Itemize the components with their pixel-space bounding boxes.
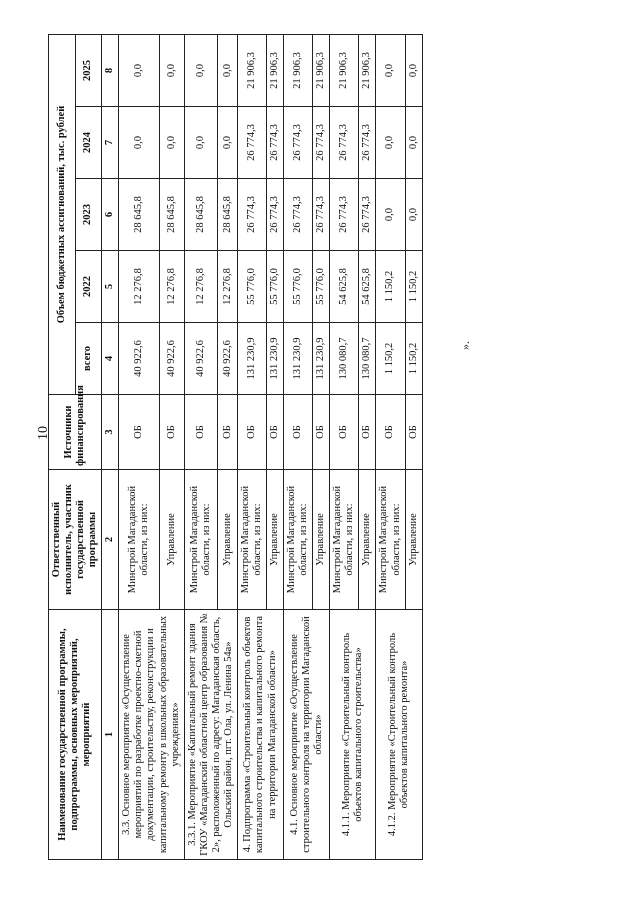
year-value-cell: 0,0 [160,107,184,179]
total-cell: 1 150,2 [405,323,422,395]
responsible-cell: Управление [359,470,376,610]
year-value-cell: 21 906,3 [284,34,313,106]
column-number-row [102,34,119,859]
header-year: 2025 [75,34,102,106]
year-value-cell: 1 150,2 [405,251,422,323]
total-cell: 130 080,7 [330,323,359,395]
total-cell: 131 230,9 [267,323,284,395]
year-value-cell: 26 774,3 [359,179,376,251]
year-value-cell: 0,0 [376,179,405,251]
year-value-cell: 0,0 [376,34,405,106]
responsible-cell: Управление [405,470,422,610]
source-cell: ОБ [405,395,422,470]
column-number: 6 [102,179,119,251]
table-row [284,34,313,859]
source-cell: ОБ [184,395,218,470]
year-value-cell: 0,0 [405,34,422,106]
year-value-cell: 28 645,8 [119,179,160,251]
year-value-cell: 55 776,0 [267,251,284,323]
year-value-cell: 28 645,8 [184,179,218,251]
source-cell: ОБ [267,395,284,470]
column-number: 8 [102,34,119,106]
source-cell: ОБ [119,395,160,470]
year-value-cell: 0,0 [218,34,238,106]
responsible-cell: Минстрой Магаданской области, из них: [330,470,359,610]
source-cell: ОБ [218,395,238,470]
responsible-cell: Управление [267,470,284,610]
header-name: Наименование государственной программы, подпрограммы, основных мероприятий, мероприятий [49,610,102,860]
source-cell: ОБ [160,395,184,470]
closing-quote: ». [458,341,472,350]
responsible-cell: Минстрой Магаданской области, из них: [237,470,266,610]
table-row [376,34,405,859]
header-source: Источники финансирования [49,395,102,470]
row-name: 4.1.1. Мероприятие «Строительный контроль объектов капитального строительства» [330,610,376,860]
responsible-cell: Управление [160,470,184,610]
responsible-cell: Минстрой Магаданской области, из них: [376,470,405,610]
year-value-cell: 0,0 [119,34,160,106]
year-value-cell: 12 276,8 [184,251,218,323]
column-number: 4 [102,323,119,395]
total-cell: 1 150,2 [376,323,405,395]
year-value-cell: 28 645,8 [218,179,238,251]
header-responsible: Ответственный исполнитель, участник государственной программы [49,470,102,610]
year-value-cell: 54 625,8 [359,251,376,323]
year-value-cell: 21 906,3 [313,34,330,106]
column-number: 7 [102,107,119,179]
responsible-cell: Управление [313,470,330,610]
table-row [119,34,160,859]
total-cell: 131 230,9 [284,323,313,395]
year-value-cell: 0,0 [405,107,422,179]
table-row [237,34,266,859]
rotated-table-container [48,35,633,860]
row-name: 4. Подпрограмма «Строительный контроль объектов капитального строительства и капитального ремонта на территории Магаданской области» [237,610,283,860]
table-row [330,34,359,859]
year-value-cell: 28 645,8 [160,179,184,251]
column-number: 2 [102,470,119,610]
year-value-cell: 26 774,3 [267,179,284,251]
row-name: 4.1. Основное мероприятие «Осуществление строительного контроля на территории Магаданской области» [284,610,330,860]
year-value-cell: 54 625,8 [330,251,359,323]
year-value-cell: 26 774,3 [313,107,330,179]
total-cell: 40 922,6 [184,323,218,395]
column-number: 5 [102,251,119,323]
year-value-cell: 12 276,8 [160,251,184,323]
header-year: 2023 [75,179,102,251]
budget-table [48,34,423,860]
year-value-cell: 21 906,3 [330,34,359,106]
year-value-cell: 12 276,8 [119,251,160,323]
year-value-cell: 26 774,3 [284,179,313,251]
year-value-cell: 26 774,3 [330,179,359,251]
row-name: 4.1.2. Мероприятие «Строительный контроль объектов капитального ремонта» [376,610,422,860]
year-value-cell: 21 906,3 [237,34,266,106]
responsible-cell: Минстрой Магаданской области, из них: [284,470,313,610]
year-value-cell: 21 906,3 [267,34,284,106]
table-row [184,34,218,859]
year-value-cell: 26 774,3 [237,179,266,251]
total-cell: 130 080,7 [359,323,376,395]
source-cell: ОБ [376,395,405,470]
row-name: 3.3. Основное мероприятие «Осуществление мероприятий по разработке проектно-сметной документации, строительству, реконструкции и капитальному ремонту в школьных образовательных учреждениях» [119,610,184,860]
year-value-cell: 21 906,3 [359,34,376,106]
responsible-cell: Управление [218,470,238,610]
row-name: 3.3.1. Мероприятие «Капитальный ремонт здания ГКОУ «Магаданский областной центр образования № 2», расположенный по адресу: Магаданская область, Ольский район, пгт. Ола, ул. Ленина 54а» [184,610,237,860]
total-cell: 131 230,9 [237,323,266,395]
year-value-cell: 1 150,2 [376,251,405,323]
responsible-cell: Минстрой Магаданской области, из них: [119,470,160,610]
year-value-cell: 26 774,3 [330,107,359,179]
header-year: 2022 [75,251,102,323]
total-cell: 40 922,6 [119,323,160,395]
source-cell: ОБ [284,395,313,470]
year-value-cell: 0,0 [405,179,422,251]
source-cell: ОБ [330,395,359,470]
year-value-cell: 26 774,3 [313,179,330,251]
year-value-cell: 0,0 [184,107,218,179]
year-value-cell: 26 774,3 [237,107,266,179]
responsible-cell: Минстрой Магаданской области, из них: [184,470,218,610]
total-cell: 131 230,9 [313,323,330,395]
header-volume: Объем бюджетных ассигнований, тыс. рублей [49,34,76,394]
year-value-cell: 12 276,8 [218,251,238,323]
page-number: 10 [36,426,51,440]
header-total: всего [75,323,102,395]
header-year: 2024 [75,107,102,179]
year-value-cell: 0,0 [218,107,238,179]
year-value-cell: 55 776,0 [313,251,330,323]
total-cell: 40 922,6 [160,323,184,395]
year-value-cell: 0,0 [184,34,218,106]
year-value-cell: 0,0 [119,107,160,179]
year-value-cell: 55 776,0 [284,251,313,323]
year-value-cell: 26 774,3 [284,107,313,179]
year-value-cell: 55 776,0 [237,251,266,323]
year-value-cell: 0,0 [376,107,405,179]
column-number: 3 [102,395,119,470]
column-number: 1 [102,610,119,860]
source-cell: ОБ [313,395,330,470]
year-value-cell: 0,0 [160,34,184,106]
year-value-cell: 26 774,3 [359,107,376,179]
total-cell: 40 922,6 [218,323,238,395]
year-value-cell: 26 774,3 [267,107,284,179]
source-cell: ОБ [359,395,376,470]
source-cell: ОБ [237,395,266,470]
